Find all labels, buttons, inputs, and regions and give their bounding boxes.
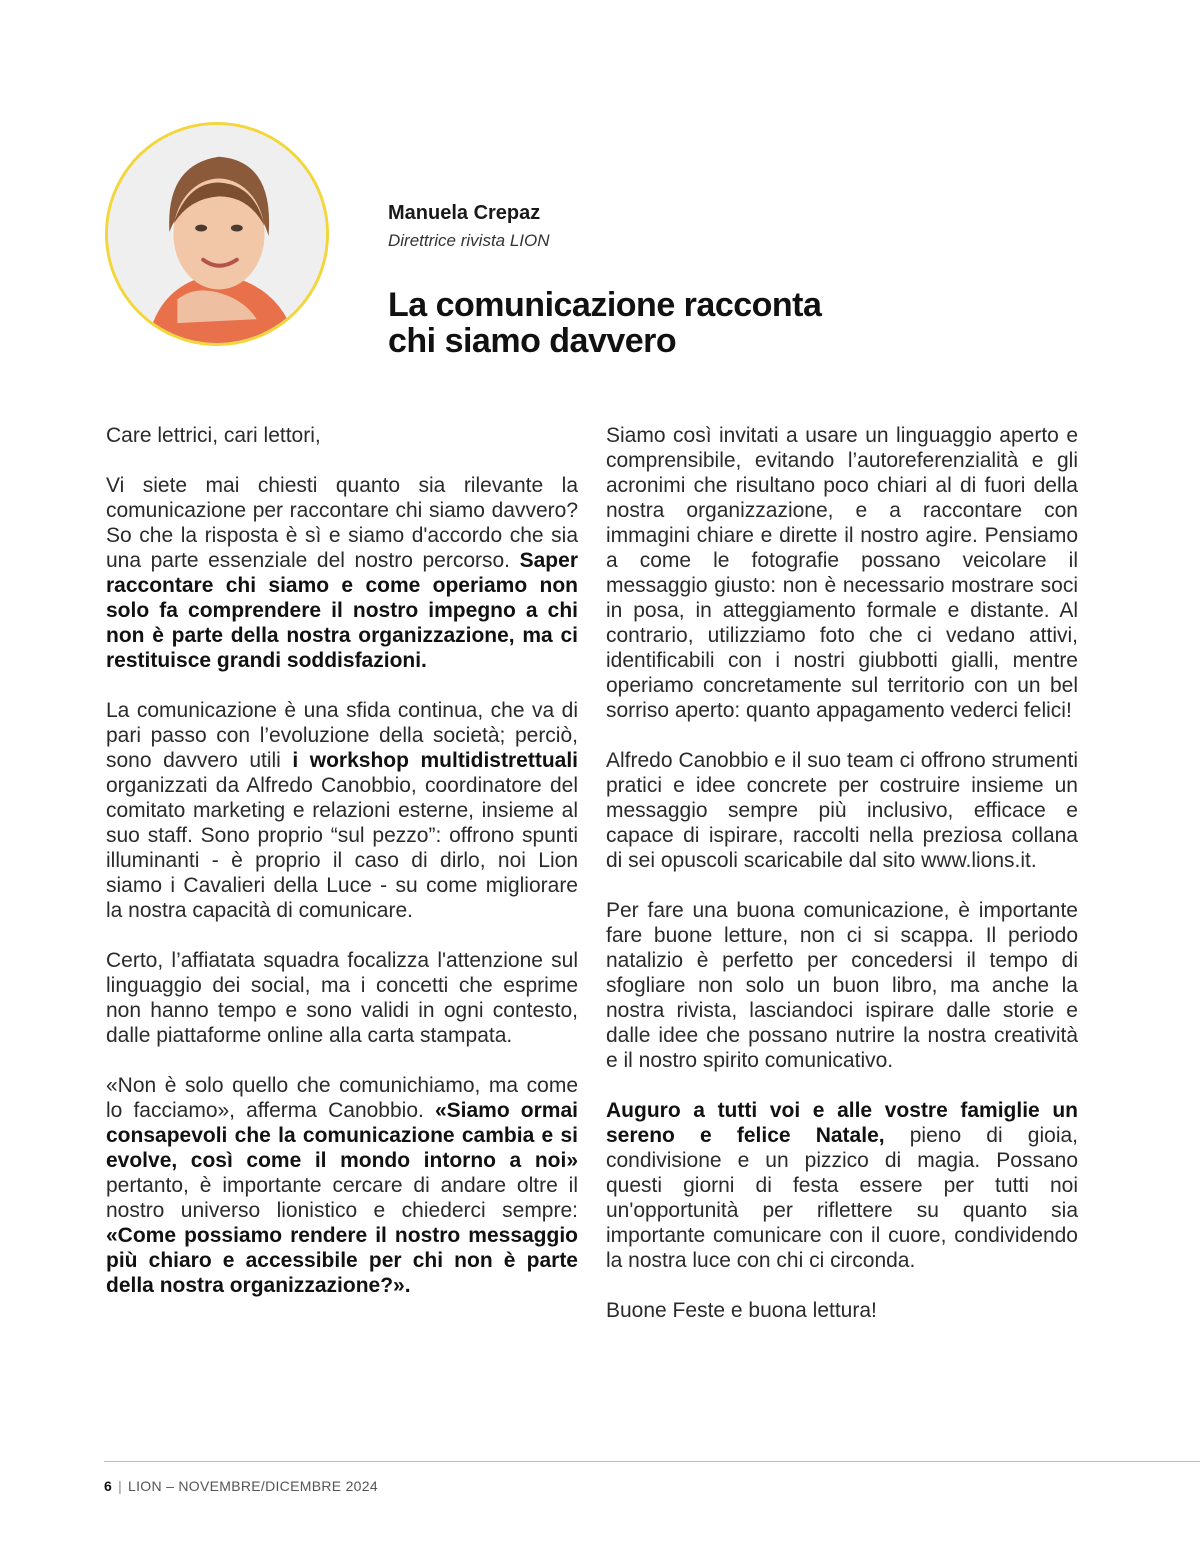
paragraph-bold-text: «Come possiamo rendere il nostro messaggio più chiaro e accessibile per chi non è parte della nostra organizzazione?». (106, 1224, 578, 1297)
paragraph-text: organizzati da Alfredo Canobbio, coordinatore del comitato marketing e relazioni esterne, insieme al suo staff. Sono proprio “sul pezzo”: offrono spunti illuminanti - è proprio il caso di dirlo, noi Lion siamo i Cavalieri della Luce - su come migliorare la nostra capacità di comunicare. (106, 774, 578, 922)
greeting: Care lettrici, cari lettori, (106, 424, 321, 447)
footer-rule (104, 1461, 1200, 1462)
paragraph: Alfredo Canobbio e il suo team ci offrono strumenti pratici e idee concrete per costruire insieme un messaggio sempre più inclusivo, efficace e capace di ispirare, raccolti nella preziosa collana di sei opuscoli scaricabile dal sito www.lions.it. (606, 749, 1078, 872)
paragraph: Per fare una buona comunicazione, è importante fare buone letture, non ci si scappa. Il periodo natalizio è perfetto per concedersi il tempo di sfogliare non solo un buon libro, ma anche la nostra rivista, lasciandoci ispirare dalle storie e dalle idee che possano nutrire la nostra creatività e il nostro spirito comunicativo. (606, 899, 1078, 1072)
author-role: Direttrice rivista LION (388, 231, 550, 250)
paragraph-bold-text: Auguro a tutti voi e alle vostre famiglie un sereno e felice Natale, (606, 1099, 1078, 1147)
headline-line-2: chi siamo davvero (388, 322, 677, 360)
paragraph-bold-text: «Siamo ormai consapevoli che la comunicazione cambia e si evolve, così come il mondo intorno a noi» (106, 1099, 578, 1172)
paragraph-bold-text: i workshop multidistrettuali (292, 749, 578, 772)
paragraph-text: pertanto, è importante cercare di andare oltre il nostro universo lionistico e chiederci sempre: (106, 1174, 578, 1222)
paragraph-text: «Non è solo quello che comunichiamo, ma come lo facciamo», afferma Canobbio. (106, 1074, 578, 1122)
page-footer (104, 1478, 378, 1494)
article-headline (388, 287, 908, 359)
page-number: 6 (104, 1478, 113, 1494)
paragraph (106, 473, 578, 673)
paragraph-text: Vi siete mai chiesti quanto sia rilevante la comunicazione per raccontare chi siamo davvero? So che la risposta è sì e siamo d'accordo che sia una parte essenziale del nostro percorso. (106, 474, 578, 572)
paragraph (106, 1073, 578, 1298)
headline-line-1: La comunicazione racconta (388, 286, 822, 324)
paragraph-text: La comunicazione è una sfida continua, che va di pari passo con l’evoluzione della società; perciò, sono davvero utili (106, 699, 578, 772)
article-column-left (106, 423, 578, 1323)
paragraph-bold-text: Saper raccontare chi siamo e come operiamo non solo fa comprendere il nostro impegno a chi non è parte della nostra organizzazione, ma ci restituisce grandi soddisfazioni. (106, 549, 578, 672)
paragraph: Siamo così invitati a usare un linguaggio aperto e comprensibile, evitando l’autoreferenzialità e gli acronimi che risultano poco chiari al di fuori della nostra organizzazione, e a raccontare con immagini chiare e dirette il nostro agire. Pensiamo a come le fotografie possano veicolare il messaggio giusto: non è necessario mostrare soci in posa, in atteggiamento formale e distante. Al contrario, utilizziamo foto che ci vedano attivi, identificabili con i nostri giubbotti gialli, mentre operiamo concretamente sul territorio con un bel sorriso aperto: quanto appagamento vederci felici! (606, 424, 1078, 722)
paragraph (106, 698, 578, 923)
paragraph: Certo, l’affiatata squadra focalizza l'attenzione sul linguaggio dei social, ma i concetti che esprime non hanno tempo e sono validi in ogni contesto, dalle piattaforme online alla carta stampata. (106, 949, 578, 1047)
paragraph (606, 1098, 1078, 1273)
author-photo (108, 125, 326, 343)
footer-separator: | (118, 1478, 123, 1494)
paragraph-text: pieno di gioia, condivisione e un pizzico di magia. Possano questi giorni di festa essere per tutti noi un'opportunità per riflettere su quanto sia importante comunicare con il cuore, condividendo la nostra luce con chi ci circonda. (606, 1124, 1078, 1272)
author-portrait (105, 122, 329, 346)
article-column-right (606, 423, 1078, 1348)
sign-off: Buone Feste e buona lettura! (606, 1299, 877, 1322)
issue-label: LION – NOVEMBRE/DICEMBRE 2024 (128, 1478, 378, 1494)
author-name: Manuela Crepaz (388, 202, 541, 224)
